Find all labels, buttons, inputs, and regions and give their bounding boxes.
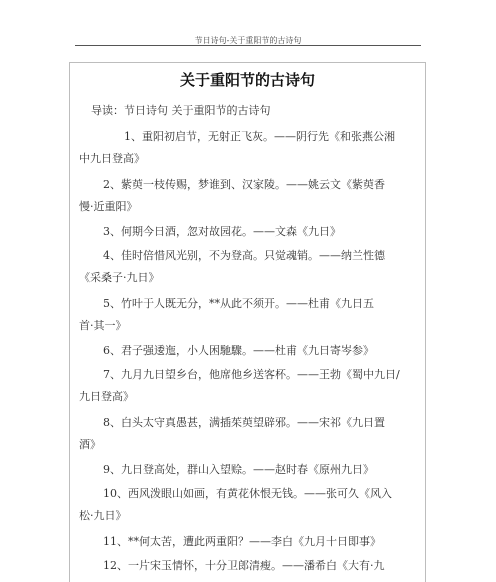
- page-header: [0, 0, 496, 44]
- poem-line: 3、何期今日酒，忽对故园花。——文森《九日》: [103, 225, 341, 238]
- poem-line: 11、**何太苦，遭此两重阳？——李白《九月十日即事》: [103, 535, 381, 548]
- poem-line: 《采桑子·九日》: [79, 271, 160, 284]
- poem-line: 9、九日登高处，群山入望赊。——赵时春《原州九日》: [103, 463, 374, 476]
- poem-line: 5、竹叶于人既无分，**从此不须开。——杜甫《九日五: [103, 297, 374, 310]
- poem-line: 2、紫萸一枝传赐，梦谁到、汉家陵。——姚云文《紫萸香: [103, 178, 385, 191]
- poem-line: 10、西风泼眼山如画，有黄花休恨无钱。——张可久《风入: [103, 487, 392, 500]
- poem-line: 6、君子强逶迤，小人困馳驟。——杜甫《九日寄岑参》: [103, 344, 374, 357]
- poem-line: 慢·近重阳》: [79, 200, 138, 213]
- poem-line: 4、佳时倍惜风光别，不为登高。只觉魂销。——纳兰性德: [103, 249, 385, 262]
- intro-line: 导读：节日诗句 关于重阳节的古诗句: [91, 104, 271, 117]
- poem-line: 九日登高》: [79, 390, 134, 403]
- document-title: 关于重阳节的古诗句: [179, 71, 315, 89]
- poem-line: 8、白头太守真愚甚，满插茱萸望辟邪。——宋祁《九日置: [103, 416, 385, 429]
- poem-line: 首·其一》: [79, 319, 127, 332]
- poem-line: 12、一片宋玉情怀，十分卫郎清瘦。——潘希白《大有·九: [103, 559, 385, 572]
- poem-line: 松·九日》: [79, 509, 127, 522]
- header-rule: [75, 45, 421, 46]
- poem-line: 酒》: [79, 438, 101, 451]
- poem-line: 7、九月九日望乡台，他席他乡送客杯。——王勃《蜀中九日/: [103, 368, 400, 381]
- poem-line: 1、重阳初启节，无射正飞灰。——阴行先《和张燕公湘: [124, 130, 395, 143]
- poem-line: 中九日登高》: [79, 152, 145, 165]
- header-title: 节日诗句-关于重阳节的古诗句: [194, 36, 302, 45]
